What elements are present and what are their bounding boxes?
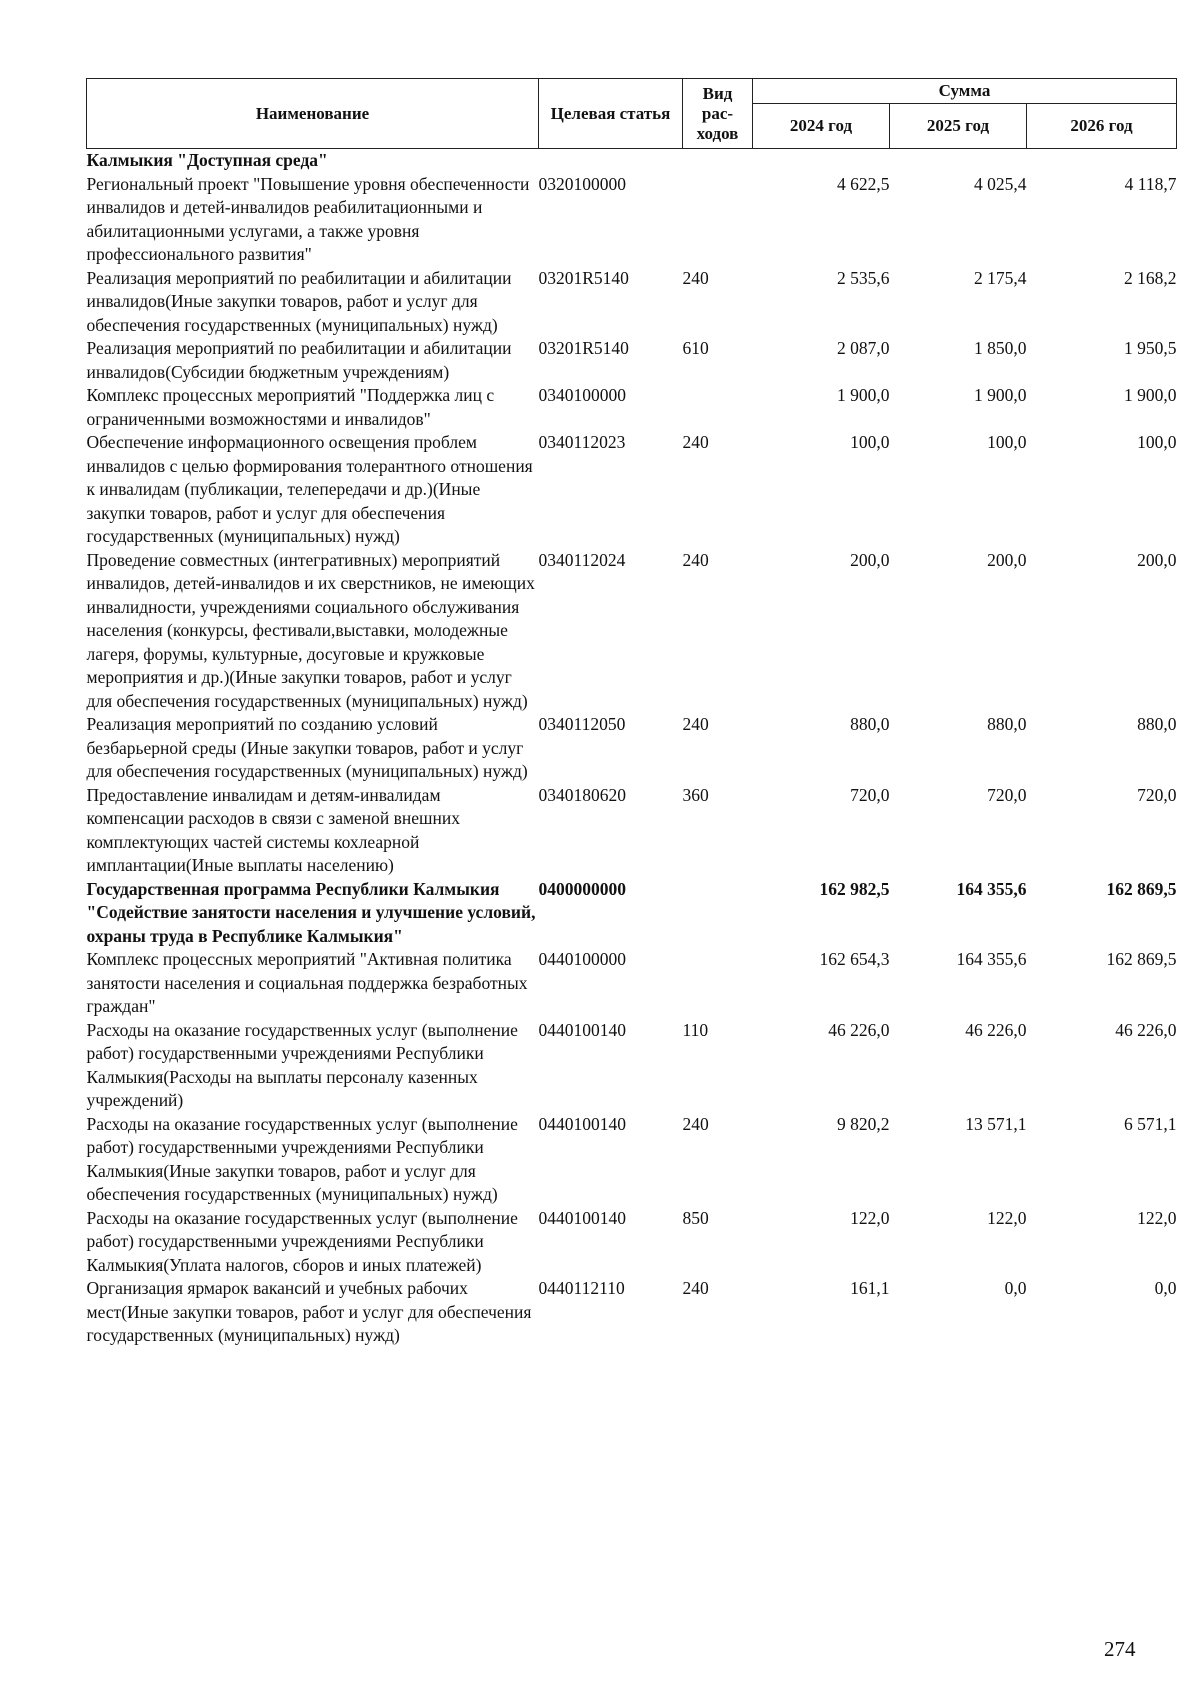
row-amount-2024: 720,0	[850, 784, 890, 805]
row-amount-2025: 2 175,4	[974, 267, 1027, 288]
row-amount-2026: 162 869,5	[1106, 949, 1177, 969]
row-amount-2025: 122,0	[987, 1207, 1027, 1228]
header-year-2026: 2026 год	[1027, 104, 1177, 149]
row-target-article: 0340100000	[538, 385, 626, 405]
table-header	[87, 79, 1177, 149]
table-row	[87, 1277, 1177, 1348]
row-name: Региональный проект "Повышение уровня обеспеченности инвалидов и детей-инвалидов реабилитационными и абилитационными услугами, а также уровня профессионального развития"	[86, 173, 530, 264]
row-target-article: 0340180620	[538, 784, 626, 805]
row-name: Калмыкия "Доступная среда"	[86, 150, 328, 170]
row-amount-2025: 164 355,6	[956, 949, 1027, 969]
row-amount-2025: 13 571,1	[965, 1113, 1027, 1134]
row-amount-2024: 2 535,6	[837, 267, 890, 288]
table-body	[87, 149, 1177, 1348]
row-amount-2024: 100,0	[850, 432, 890, 452]
row-amount-2025: 1 850,0	[974, 338, 1027, 358]
row-target-article: 0440112110	[538, 1278, 625, 1298]
header-year-2025: 2025 год	[890, 104, 1027, 149]
table-row	[87, 384, 1177, 431]
row-amount-2024: 880,0	[850, 714, 890, 734]
header-year-2024: 2024 год	[753, 104, 890, 149]
row-target-article: 0440100140	[538, 1113, 626, 1134]
row-target-article: 0440100000	[538, 949, 626, 969]
row-expense-kind: 110	[682, 1019, 709, 1040]
row-amount-2026: 1 900,0	[1124, 385, 1177, 405]
row-name: Комплекс процессных мероприятий "Активная политика занятости населения и социальная поддержка безработных граждан"	[86, 949, 528, 1016]
row-name: Обеспечение информационного освещения проблем инвалидов с целью формирования толерантного отношения к инвалидам (публикации, телепередачи и др.)(Иные закупки товаров, работ и услуг для обеспечения государственных (муниципальных) нужд)	[86, 432, 533, 546]
row-target-article: 0400000000	[538, 878, 626, 899]
header-expense-kind: Вид рас-ходов	[683, 79, 753, 149]
row-expense-kind	[683, 173, 753, 267]
row-target-article: 0340112024	[538, 549, 626, 570]
table-row	[87, 1207, 1177, 1278]
row-amount-2025: 100,0	[987, 432, 1027, 452]
row-amount-2024: 162 982,5	[819, 878, 890, 899]
row-expense-kind	[683, 948, 753, 1019]
row-amount-2026: 100,0	[1137, 432, 1177, 452]
row-target-article: 0440100140	[538, 1207, 626, 1228]
row-amount-2025: 4 025,4	[974, 173, 1027, 194]
row-name: Государственная программа Республики Калмыкия "Содействие занятости населения и улучшение условий, охраны труда в Республике Калмыкия"	[86, 878, 536, 946]
row-name: Проведение совместных (интегративных) мероприятий инвалидов, детей-инвалидов и их сверстников, не имеющих инвалидности, учреждениями социального обслуживания населения (конкурсы, фестивали,выставки, молодежные лагеря, форумы, культурные, досуговые и кружковые мероприятия и др.)(Иные закупки товаров, работ и услуг для обеспечения государственных (муниципальных) нужд)	[86, 549, 535, 711]
row-target-article: 0440100140	[538, 1019, 626, 1040]
header-sum: Сумма	[753, 79, 1177, 104]
row-amount-2025: 880,0	[987, 714, 1027, 734]
row-name: Реализация мероприятий по созданию условий безбарьерной среды (Иные закупки товаров, работ и услуг для обеспечения государственных (муниципальных) нужд)	[86, 714, 528, 781]
row-amount-2024: 122,0	[850, 1207, 890, 1228]
row-amount-2026: 6 571,1	[1124, 1113, 1177, 1134]
row-amount-2025	[890, 149, 1027, 173]
row-amount-2024: 4 622,5	[837, 173, 890, 194]
row-expense-kind: 240	[682, 1113, 709, 1134]
table-row	[87, 1019, 1177, 1113]
row-name: Организация ярмарок вакансий и учебных рабочих мест(Иные закупки товаров, работ и услуг для обеспечения государственных (муниципальных) нужд)	[86, 1278, 532, 1345]
table-row	[87, 713, 1177, 784]
row-amount-2024	[753, 149, 890, 173]
row-target-article: 0340112050	[538, 714, 626, 734]
row-name: Комплекс процессных мероприятий "Поддержка лиц с ограниченными возможностями и инвалидов"	[86, 385, 495, 429]
row-target-article: 0340112023	[538, 432, 626, 452]
row-amount-2024: 2 087,0	[837, 338, 890, 358]
row-amount-2026: 720,0	[1137, 784, 1177, 805]
row-expense-kind: 850	[682, 1207, 709, 1228]
row-amount-2025: 0,0	[1004, 1278, 1027, 1298]
table-row	[87, 1113, 1177, 1207]
row-amount-2024: 161,1	[850, 1278, 890, 1298]
table-row	[87, 431, 1177, 549]
row-amount-2024: 162 654,3	[819, 949, 890, 969]
row-target-article: 03201R5140	[538, 267, 629, 288]
row-name: Реализация мероприятий по реабилитации и абилитации инвалидов(Иные закупки товаров, работ и услуг для обеспечения государственных (муниципальных) нужд)	[86, 267, 512, 335]
table-row	[87, 948, 1177, 1019]
row-expense-kind: 240	[682, 549, 709, 570]
row-target-article	[539, 149, 683, 173]
row-amount-2025: 1 900,0	[974, 385, 1027, 405]
row-amount-2024: 1 900,0	[837, 385, 890, 405]
row-name: Расходы на оказание государственных услуг (выполнение работ) государственными учреждениями Республики Калмыкия(Уплата налогов, сборов и иных платежей)	[86, 1207, 518, 1275]
row-name: Расходы на оказание государственных услуг (выполнение работ) государственными учреждениями Республики Калмыкия(Расходы на выплаты персоналу казенных учреждений)	[86, 1019, 518, 1110]
table-row	[87, 337, 1177, 384]
row-expense-kind	[683, 149, 753, 173]
page-number: 274	[1104, 1637, 1136, 1661]
row-amount-2026: 1 950,5	[1124, 338, 1177, 358]
row-amount-2026: 46 226,0	[1115, 1019, 1177, 1040]
row-amount-2026: 0,0	[1154, 1278, 1177, 1298]
row-expense-kind	[683, 384, 753, 431]
row-amount-2026: 162 869,5	[1106, 878, 1177, 899]
row-amount-2024: 46 226,0	[828, 1019, 890, 1040]
row-expense-kind: 240	[682, 1278, 709, 1298]
row-expense-kind	[683, 878, 753, 949]
table-row	[87, 784, 1177, 878]
row-amount-2024: 200,0	[850, 549, 890, 570]
row-amount-2026: 4 118,7	[1124, 173, 1177, 194]
budget-table	[86, 78, 1177, 1348]
row-amount-2025: 164 355,6	[956, 878, 1027, 899]
row-amount-2026: 200,0	[1137, 549, 1177, 570]
row-expense-kind: 240	[682, 432, 709, 452]
row-name: Реализация мероприятий по реабилитации и абилитации инвалидов(Субсидии бюджетным учреждениям)	[86, 338, 512, 382]
table-row	[87, 549, 1177, 714]
row-amount-2026: 122,0	[1137, 1207, 1177, 1228]
row-expense-kind: 240	[682, 267, 709, 288]
header-name: Наименование	[87, 79, 539, 149]
row-expense-kind: 240	[682, 714, 709, 734]
table-row	[87, 149, 1177, 173]
table-row	[87, 173, 1177, 267]
row-expense-kind: 360	[682, 784, 709, 805]
table-row	[87, 267, 1177, 338]
header-target-article: Целевая статья	[539, 79, 683, 149]
row-amount-2025: 46 226,0	[965, 1019, 1027, 1040]
row-amount-2026: 2 168,2	[1124, 267, 1177, 288]
row-name: Предоставление инвалидам и детям-инвалидам компенсации расходов в связи с заменой внешних комплектующих частей системы кохлеарной имплантации(Иные выплаты населению)	[86, 784, 461, 875]
row-amount-2025: 200,0	[987, 549, 1027, 570]
row-target-article: 0320100000	[538, 173, 626, 194]
row-target-article: 03201R5140	[538, 338, 629, 358]
row-amount-2026: 880,0	[1137, 714, 1177, 734]
row-expense-kind: 610	[682, 338, 709, 358]
table-row	[87, 878, 1177, 949]
row-amount-2026	[1027, 149, 1177, 173]
row-amount-2025: 720,0	[987, 784, 1027, 805]
row-amount-2024: 9 820,2	[837, 1113, 890, 1134]
row-name: Расходы на оказание государственных услуг (выполнение работ) государственными учреждениями Республики Калмыкия(Иные закупки товаров, работ и услуг для обеспечения государственных (муниципальных) нужд)	[86, 1113, 518, 1204]
